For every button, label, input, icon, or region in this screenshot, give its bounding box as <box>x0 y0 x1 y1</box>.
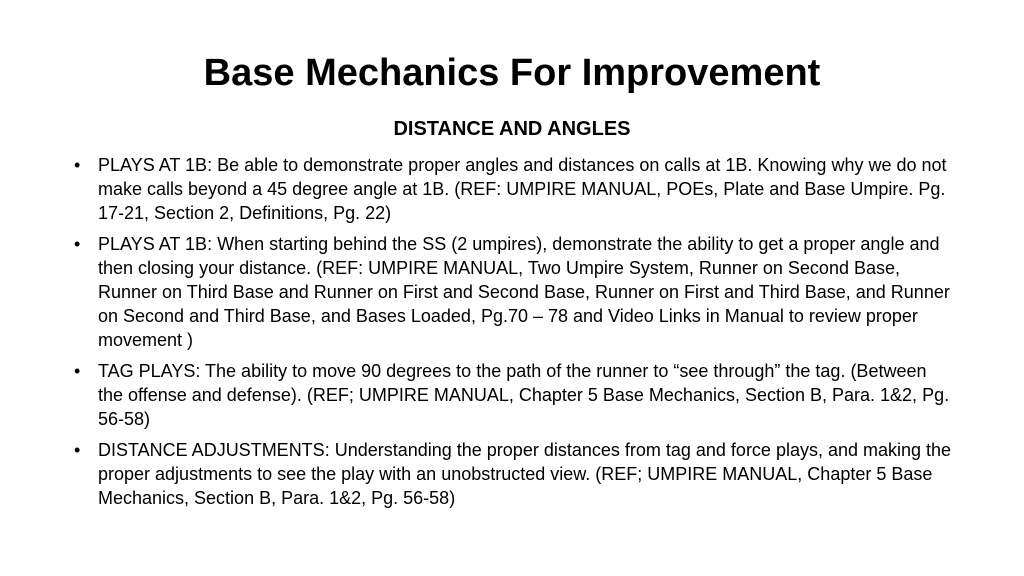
bullet-text: PLAYS AT 1B: When starting behind the SS (2 umpires), demonstrate the ability to get a proper angle and then closing your distance. (REF: UMPIRE MANUAL, Two Umpire System, Runner on Second Base, Runner on Third Base and Runner on First and Second Base, Runner on First and Third Base, and Runner on Second and Third Base, and Bases Loaded, Pg.70 – 78 and Video Links in Manual to review proper movement ) <box>98 234 950 350</box>
slide-title: Base Mechanics For Improvement <box>203 52 821 94</box>
bullet-dot-icon: • <box>74 361 81 381</box>
bullet-item <box>74 153 954 225</box>
bullet-text: DISTANCE ADJUSTMENTS: Understanding the proper distances from tag and force plays, and making the proper adjustments to see the play with an unobstructed view. (REF; UMPIRE MANUAL, Chapter 5 Base Mechanics, Section B, Para. 1&2, Pg. 56-58) <box>98 440 952 508</box>
slide-subtitle: DISTANCE AND ANGLES <box>393 118 631 140</box>
bullet-text: TAG PLAYS: The ability to move 90 degrees to the path of the runner to “see through” the tag. (Between the offense and defense). (REF; UMPIRE MANUAL, Chapter 5 Base Mechanics, Section B, Para. 1&2, Pg. 56-58) <box>98 361 950 429</box>
bullet-dot-icon: • <box>74 440 81 460</box>
bullet-text: PLAYS AT 1B: Be able to demonstrate proper angles and distances on calls at 1B. Knowing why we do not make calls beyond a 45 degree angle at 1B. (REF: UMPIRE MANUAL, POEs, Plate and Base Umpire. Pg. 17-21, Section 2, Definitions, Pg. 22) <box>98 155 947 223</box>
bullet-list <box>74 153 954 517</box>
bullet-item <box>74 438 954 510</box>
bullet-item <box>74 359 954 431</box>
bullet-item <box>74 232 954 352</box>
bullet-dot-icon: • <box>74 155 81 175</box>
bullet-dot-icon: • <box>74 234 81 254</box>
